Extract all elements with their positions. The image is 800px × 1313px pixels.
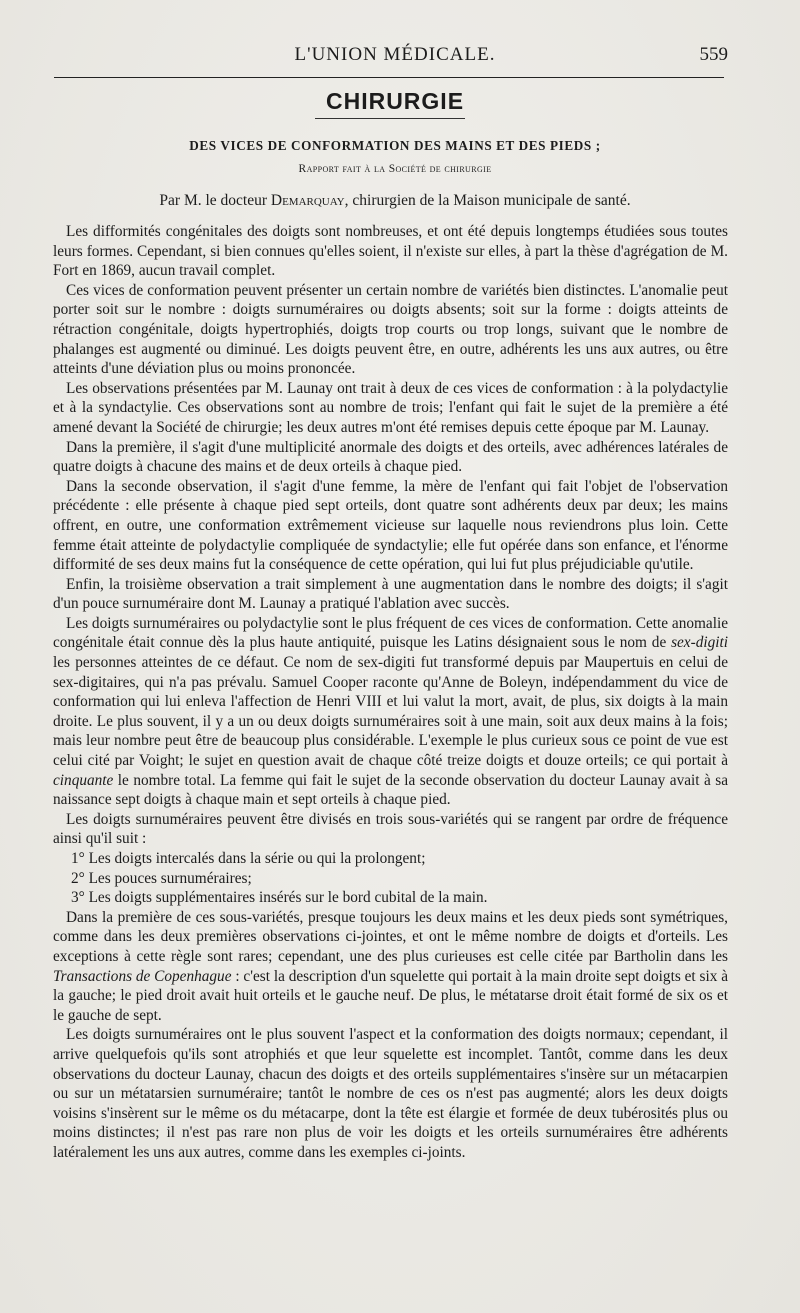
- subvariety-list: [53, 849, 728, 908]
- emphasis: cinquante: [53, 771, 114, 789]
- page-number: 559: [699, 44, 728, 65]
- paragraph: Ces vices de conformation peuvent présenter un certain nombre de variétés bien distinctes. L'anomalie peut porter soit sur le nombre : doigts surnuméraires ou doigts absents; soit sur la forme : doigts atteints de rétraction congénitale, doigts hypertrophiés, doigts trop courts ou trop longs, suivant que le nombre de phalanges est augmenté ou diminué. Les doigts peuvent être, en outre, adhérents les uns aux autres, ou être atteints d'une déviation plus ou moins prononcée.: [53, 281, 728, 378]
- header-rule: [54, 77, 724, 78]
- paragraph: Les observations présentées par M. Launay ont trait à deux de ces vices de conformation : à la polydactylie et à la syndactylie. Ces observations sont au nombre de trois; l'enfant qui fait le sujet de la première a été amené devant la Société de chirurgie; les deux autres m'ont été remises depuis cette époque par M. Launay.: [53, 379, 728, 436]
- section-title: CHIRURGIE: [325, 88, 465, 114]
- byline: [60, 192, 730, 210]
- text-run: le nombre total. La femme qui fait le sujet de la seconde observation du docteur Launay avait à sa naissance sept doigts à chaque main et sept orteils à chaque pied.: [53, 771, 728, 809]
- paragraph: [53, 908, 728, 1026]
- article-title: DES VICES DE CONFORMATION DES MAINS ET DES PIEDS ;: [189, 138, 601, 153]
- section-underline: [315, 118, 465, 119]
- text-run: les personnes atteintes de ce défaut. Ce nom de sex-digiti fut transformé depuis par Maupertuis en celui de sex-digitaires, qui n'a pas prévalu. Samuel Cooper raconte qu'Anne de Boleyn, indépendamment du vice de conformation qui lui enleva l'affection de Henri VIII et lui valut la mort, avait, de plus, six doigts à la main droite. Le plus souvent, il y a un ou deux doigts surnuméraires soit à une main, soit aux deux mains à la fois; mais leur nombre peut être de beaucoup plus considérable. L'exemple le plus curieux sous ce point de vue est celui cité par Voight; le sujet en question avait de chaque côté treize doigts et douze orteils; ce qui portait à: [53, 654, 728, 770]
- paragraph: Dans la seconde observation, il s'agit d'une femme, la mère de l'enfant qui fait l'objet de l'observation précédente : elle présente à chaque pied sept orteils, dont quatre sont adhérents deux par deux; les mains offrent, en outre, une conformation extrêmement vicieuse sur laquelle nous reviendrons plus loin. Cette femme était atteinte de polydactylie compliquée de syndactylie; elle fut opérée dans son enfance, et l'énorme difformité de ses deux mains fut la conséquence de cette opération, qui lui fut plus préjudiciable qu'utile.: [53, 477, 728, 574]
- author-name: Demarquay: [270, 192, 345, 209]
- byline-suffix: , chirurgien de la Maison municipale de santé.: [344, 192, 631, 209]
- text-run: Dans la première de ces sous-variétés, presque toujours les deux mains et les deux pieds sont symétriques, comme dans les deux premières observations ci-jointes, et ont le même nombre de doigts et d'orteils. Les exceptions à cette règle sont rares; cependant, une des plus curieuses est celle citée par Bartholin dans les: [53, 908, 728, 965]
- article-body: [53, 222, 728, 1163]
- paragraph: [53, 614, 728, 810]
- journal-title: L'UNION MÉDICALE.: [294, 44, 496, 65]
- emphasis: sex-digiti: [671, 634, 728, 652]
- running-head: [60, 44, 730, 74]
- emphasis: Transactions de Copenhague: [53, 967, 232, 985]
- paragraph: Enfin, la troisième observation a trait simplement à une augmentation dans le nombre des doigts; il s'agit d'un pouce surnuméraire dont M. Launay a pratiqué l'ablation avec succès.: [53, 575, 728, 613]
- text-run: Les doigts surnuméraires ou polydactylie sont le plus fréquent de ces vices de conformation. Cette anomalie congénitale était connue dès la plus haute antiquité, puisque les Latins désignaient sous le nom de: [53, 614, 728, 652]
- paragraph: Dans la première, il s'agit d'une multiplicité anormale des doigts et des orteils, avec adhérences latérales de quatre doigts à chacune des mains et de deux orteils à chaque pied.: [53, 438, 728, 476]
- article-subtitle: Rapport fait à la Société de chirurgie: [298, 163, 492, 175]
- text-run: : c'est la description d'un squelette qui portait à la main droite sept doigts et six à la gauche; le pied droit avait huit orteils et le gauche neuf. De plus, le métatarse droit était formé de six os et le gauche de sept.: [53, 967, 728, 1024]
- byline-prefix: Par M. le docteur: [159, 192, 271, 209]
- paragraph: Les doigts surnuméraires ont le plus souvent l'aspect et la conformation des doigts normaux; cependant, il arrive quelquefois qu'ils sont atrophiés et que leur squelette est incomplet. Tantôt, comme dans les deux observations du docteur Launay, chacun des doigts et des orteils supplémentaires s'insère sur un métacarpien ou sur un métatarsien surnuméraire; tantôt le nombre de ces os n'est pas augmenté; alors les deux doigts voisins s'insèrent sur le même os du métacarpe, dont la tête est élargie et formée de deux tubérosités plus ou moins distinctes; il n'est pas rare non plus de voir les doigts et les orteils surnuméraires être adhérents latéralement les uns aux autres, comme dans les exemples ci-joints.: [53, 1026, 728, 1161]
- list-item: 1° Les doigts intercalés dans la série ou qui la prolongent;: [71, 850, 426, 867]
- list-item: 3° Les doigts supplémentaires insérés sur le bord cubital de la main.: [71, 889, 488, 907]
- paragraph: Les difformités congénitales des doigts sont nombreuses, et ont été depuis longtemps étudiées sous toutes leurs formes. Cependant, si bien connues qu'elles soient, il n'existe sur elles, à part la thèse d'agrégation de M. Fort en 1869, aucun travail complet.: [53, 223, 728, 280]
- paragraph: Les doigts surnuméraires peuvent être divisés en trois sous-variétés qui se rangent par ordre de fréquence ainsi qu'il suit :: [53, 810, 728, 848]
- list-item: 2° Les pouces surnuméraires;: [71, 869, 252, 887]
